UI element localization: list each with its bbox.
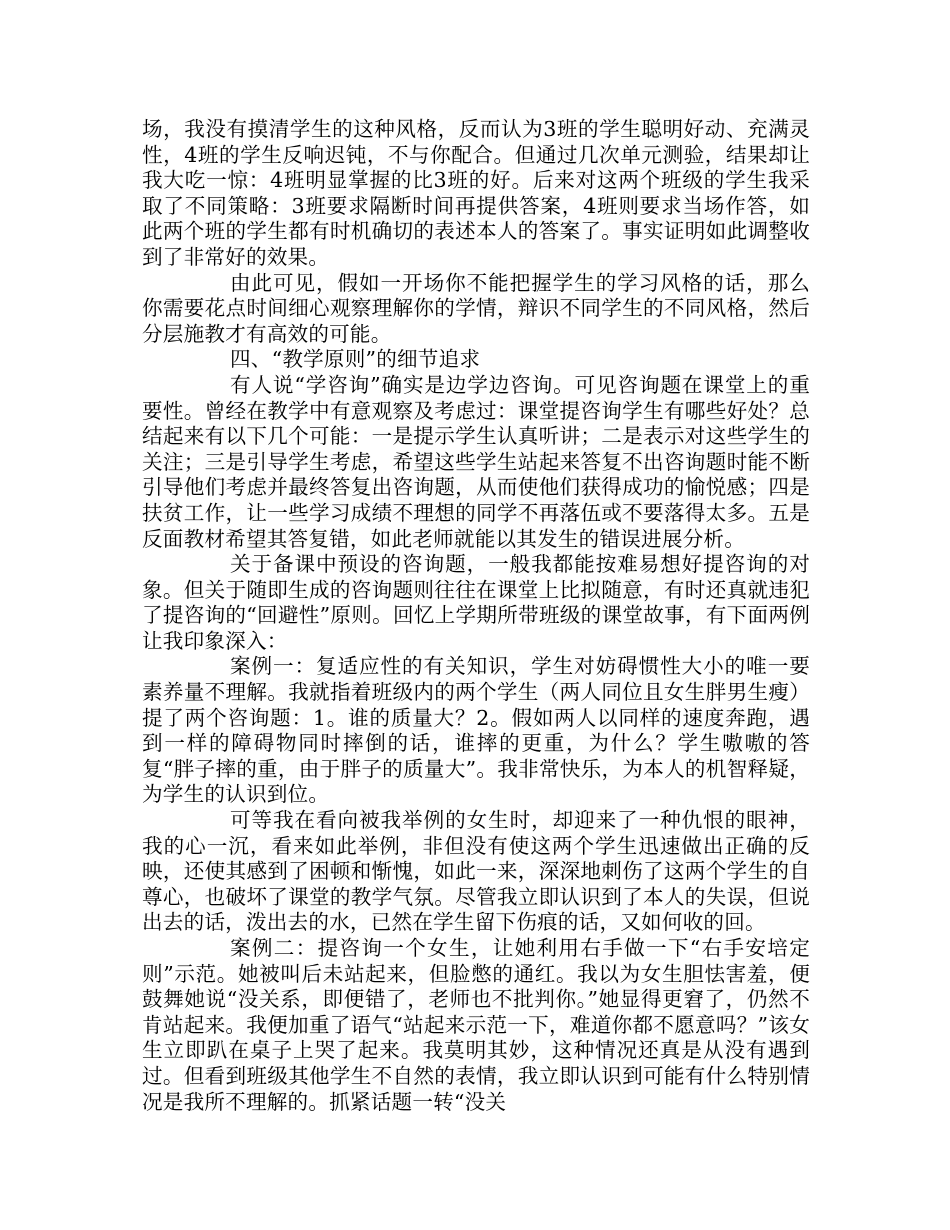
paragraph-case-one-reflection: 可等我在看向被我举例的女生时，却迎来了一种仇恨的眼神，我的心一沉，看来如此举例，非但没有使这两个学生迅速做出正确的反映，还使其感到了困顿和惭愧，如此一来，深深地刺伤了这两个学生的自尊心，也破坏了课堂的教学气氛。尽管我立即认识到了本人的失误，但说出去的话，泼出去的水，已然在学生留下伤痕的话，又如何收的回。 bbox=[142, 808, 810, 935]
paragraph-learning-style-conclusion: 由此可见，假如一开场你不能把握学生的学习风格的话，那么你需要花点时间细心观察理解你的学情，辩识不同学生的不同风格，然后分层施教才有高效的可能。 bbox=[142, 270, 810, 346]
paragraph-case-two: 案例二：提咨询一个女生，让她利用右手做一下“右手安培定则”示范。她被叫后未站起来，但脸憋的通红。我以为女生胆怯害羞，便鼓舞她说“没关系，即便错了，老师也不批判你。”她显得更窘了，仍然不肯站起来。我便加重了语气“站起来示范一下，难道你都不愿意吗？”该女生立即趴在桌子上哭了起来。我莫明其妙，这种情况还真是从没有遇到过。但看到班级其他学生不自然的表情，我立即认识到可能有什么特别情况是我所不理解的。抓紧话题一转“没关 bbox=[142, 936, 810, 1114]
paragraph-questioning-benefits: 有人说“学咨询”确实是边学边咨询。可见咨询题在课堂上的重要性。曾经在教学中有意观察及考虑过：课堂提咨询学生有哪些好处？总结起来有以下几个可能：一是提示学生认真听讲；二是表示对这些学生的关注；三是引导学生考虑，希望这些学生站起来答复不出咨询题时能不断引导他们考虑并最终答复出咨询题，从而使他们获得成功的愉悦感；四是扶贫工作，让一些学习成绩不理想的同学不再落伍或不要落得太多。五是反面教材希望其答复错，如此老师就能以其发生的错误进展分析。 bbox=[142, 372, 810, 551]
paragraph-continuation: 场，我没有摸清学生的这种风格，反而认为3班的学生聪明好动、充满灵性，4班的学生反响迟钝，不与你配合。但通过几次单元测验，结果却让我大吃一惊：4班明显掌握的比3班的好。后来对这两个班级的学生我采取了不同策略：3班要求隔断时间再提供答案，4班则要求当场作答，如此两个班的学生都有时机确切的表述本人的答案了。事实证明如此调整收到了非常好的效果。 bbox=[142, 117, 810, 269]
paragraph-case-one: 案例一：复适应性的有关知识，学生对妨碍惯性大小的唯一要素养量不理解。我就指着班级内的两个学生（两人同位且女生胖男生瘦）提了两个咨询题：1。谁的质量大？2。假如两人以同样的速度奔跑，遇到一样的障碍物同时摔倒的话，谁摔的更重，为什么？学生嗷嗷的答复“胖子摔的重，由于胖子的质量大”。我非常快乐，为本人的机智释疑，为学生的认识到位。 bbox=[142, 654, 810, 807]
document-body bbox=[142, 117, 810, 1115]
paragraph-questioning-avoidance: 关于备课中预设的咨询题，一般我都能按难易想好提咨询的对象。但关于随即生成的咨询题则往往在课堂上比拟随意，有时还真就违犯了提咨询的“回避性”原则。回忆上学期所带班级的课堂故事，有下面两例让我印象深入： bbox=[142, 552, 810, 653]
section-heading-teaching-principles: 四、“教学原则”的细节追求 bbox=[230, 347, 481, 372]
